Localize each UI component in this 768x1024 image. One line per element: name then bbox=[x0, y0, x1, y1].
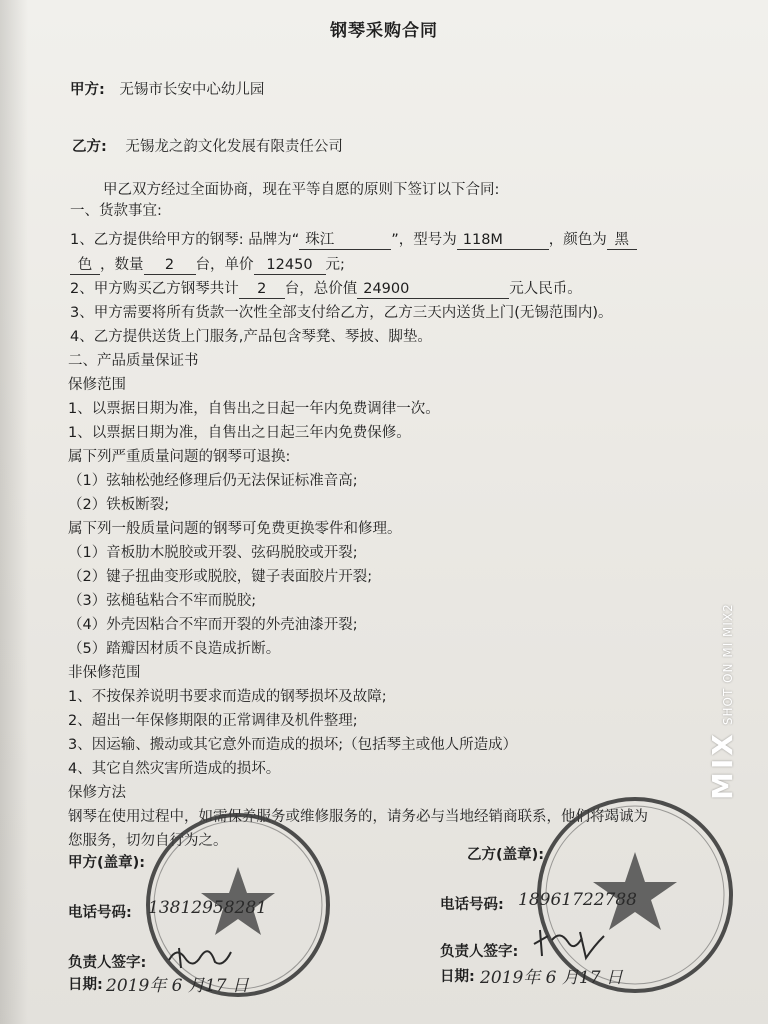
item-1-text-d: ，数量 bbox=[100, 257, 144, 273]
watermark-text: SHOT ON MI MIX2 bbox=[721, 603, 735, 726]
method-text-2: 您服务，切勿自行为之。 bbox=[68, 833, 228, 849]
item-3: 3、甲方需要将所有货款一次性全部支付给乙方，乙方三天内送货上门(无锡范围内)。 bbox=[70, 305, 613, 321]
color-value-a: 黑 bbox=[607, 232, 637, 250]
non-warranty-item-3: 3、因运输、搬动或其它意外而造成的损坏;（包括琴主或他人所造成） bbox=[68, 737, 518, 753]
brand-value: 珠江 bbox=[299, 232, 391, 250]
party-b-date-value: 2019年 6 月17 日 bbox=[480, 968, 623, 988]
party-b-phone-label: 电话号码: bbox=[440, 897, 504, 913]
repair-item-4: （4）外壳因粘合不牢而开裂的外壳油漆开裂; bbox=[68, 617, 358, 633]
return-item-2: （2）铁板断裂; bbox=[68, 497, 170, 513]
item-1-text-e: 台，单价 bbox=[195, 257, 254, 273]
party-a-phone-label: 电话号码: bbox=[68, 905, 132, 921]
item-2-qty: 2 bbox=[239, 281, 285, 299]
return-title: 属下列严重质量问题的钢琴可退换: bbox=[68, 449, 291, 465]
item-2-line bbox=[70, 279, 582, 299]
party-a-signer-label: 负责人签字: bbox=[68, 955, 147, 971]
item-1-text-a: 1、乙方提供给甲方的钢琴: 品牌为“ bbox=[70, 232, 300, 248]
color-value-b: 色 bbox=[70, 257, 100, 275]
party-a-phone-value: 13812958281 bbox=[148, 898, 267, 918]
party-b-phone-value: 18961722788 bbox=[518, 890, 637, 910]
party-a-seal-label: 甲方(盖章): bbox=[68, 855, 146, 871]
non-warranty-item-4: 4、其它自然灾害所造成的损坏。 bbox=[68, 761, 281, 777]
return-item-1: （1）弦轴松弛经修理后仍无法保证标准音高; bbox=[68, 473, 358, 489]
party-b-signer-label: 负责人签字: bbox=[440, 944, 519, 960]
page-shadow bbox=[0, 0, 28, 1024]
warranty-scope-title: 保修范围 bbox=[68, 377, 126, 393]
item-1-text-f: 元; bbox=[325, 257, 345, 273]
non-warranty-item-2: 2、超出一年保修期限的正常调律及机件整理; bbox=[68, 713, 358, 729]
intro-text: 甲乙双方经过全面协商，现在平等自愿的原则下签订以下合同: bbox=[103, 182, 500, 198]
method-text-1: 钢琴在使用过程中，如需保养服务或维修服务的，请务必与当地经销商联系，他们将竭诚为 bbox=[68, 809, 648, 825]
item-1-line-2 bbox=[70, 255, 345, 275]
party-a-date-label: 日期: bbox=[68, 977, 103, 993]
party-a-name: 无锡市长安中心幼儿园 bbox=[119, 82, 265, 98]
party-a-date-value: 2019年 6 月17 日 bbox=[106, 976, 249, 996]
party-a-signature bbox=[165, 940, 235, 974]
warranty-item-1: 1、以票据日期为准，自售出之日起一年内免费调律一次。 bbox=[68, 401, 440, 417]
watermark-brand: MIX bbox=[706, 731, 739, 800]
repair-item-3: （3）弦槌毡粘合不牢而脱胶; bbox=[68, 593, 257, 609]
non-warranty-item-1: 1、不按保养说明书要求而造成的钢琴损坏及故障; bbox=[68, 689, 387, 705]
total-value: 24900 bbox=[357, 281, 509, 299]
party-b-name: 无锡龙之韵文化发展有限责任公司 bbox=[125, 139, 343, 155]
item-1-text-c: ，颜色为 bbox=[548, 232, 607, 248]
camera-watermark bbox=[706, 600, 739, 800]
document-title: 钢琴采购合同 bbox=[330, 21, 438, 41]
party-a-label: 甲方: bbox=[70, 82, 105, 98]
item-2-text-c: 元人民币。 bbox=[509, 281, 582, 297]
section-2-title: 二、产品质量保证书 bbox=[68, 353, 199, 369]
item-1-text-b: ”，型号为 bbox=[391, 232, 457, 248]
item-4: 4、乙方提供送货上门服务,产品包含琴凳、琴披、脚垫。 bbox=[70, 329, 432, 345]
repair-item-2: （2）键子扭曲变形或脱胶，键子表面胶片开裂; bbox=[68, 569, 373, 585]
non-warranty-title: 非保修范围 bbox=[68, 665, 141, 681]
unit-price-value: 12450 bbox=[254, 257, 326, 275]
party-b-seal-label: 乙方(盖章): bbox=[467, 847, 545, 863]
warranty-item-2: 1、以票据日期为准，自售出之日起三年内免费保修。 bbox=[68, 425, 411, 441]
qty-value: 2 bbox=[144, 257, 196, 275]
party-b-label: 乙方: bbox=[72, 139, 107, 155]
method-title: 保修方法 bbox=[68, 785, 126, 801]
item-2-text-a: 2、甲方购买乙方钢琴共计 bbox=[70, 281, 239, 297]
party-b-line bbox=[72, 137, 343, 157]
item-2-text-b: 台，总价值 bbox=[284, 281, 358, 297]
party-b-signature bbox=[530, 926, 610, 962]
repair-item-5: （5）踏瓣因材质不良造成折断。 bbox=[68, 641, 281, 657]
section-1-title: 一、货款事宜: bbox=[70, 203, 162, 219]
repair-item-1: （1）音板肋木脱胶或开裂、弦码脱胶或开裂; bbox=[68, 545, 358, 561]
item-1-line-1 bbox=[70, 230, 637, 250]
model-value: 118M bbox=[457, 232, 549, 250]
repair-title: 属下列一般质量问题的钢琴可免费更换零件和修理。 bbox=[68, 521, 402, 537]
party-a-line bbox=[70, 80, 264, 100]
party-b-date-label: 日期: bbox=[440, 969, 475, 985]
